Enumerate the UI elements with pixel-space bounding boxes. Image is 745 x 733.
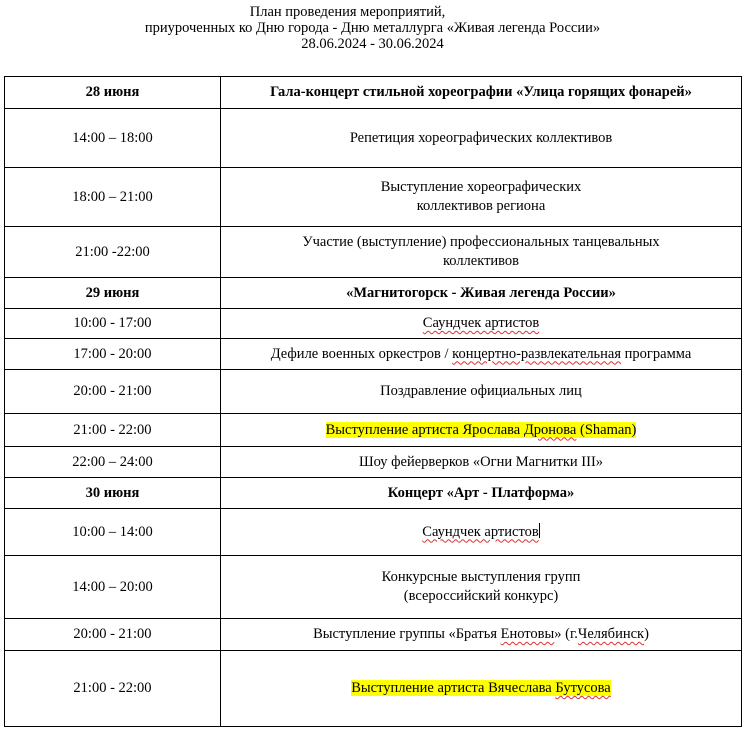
table-row — [5, 447, 742, 478]
event-text: Выступление артиста Вячеслава — [351, 680, 556, 696]
table-row — [5, 227, 742, 278]
table-row — [5, 619, 742, 651]
event-text-line: коллективов региона — [416, 198, 546, 214]
table-row — [5, 109, 742, 168]
event-text-flagged: Бутусова — [555, 680, 611, 696]
header-line-2: приуроченных ко Дню города - Дню металлурга «Живая легенда России» — [144, 20, 601, 36]
day-header-row — [5, 278, 742, 309]
event-cell: Поздравление официальных лиц — [221, 370, 742, 414]
event-text-line: коллективов — [442, 253, 520, 269]
event-cell — [221, 168, 742, 227]
table-row — [5, 370, 742, 414]
event-cell — [221, 227, 742, 278]
table-row — [5, 509, 742, 556]
header-line-3: 28.06.2024 - 30.06.2024 — [301, 36, 444, 52]
table-row — [5, 556, 742, 619]
event-text-flagged: Челябинск — [577, 626, 645, 642]
time-cell: 10:00 – 14:00 — [5, 509, 221, 556]
event-cell — [221, 414, 742, 447]
event-text-flagged: концертно-развлекательная — [452, 345, 622, 362]
document-header — [0, 4, 745, 52]
event-text: Выступление артиста Ярослава — [325, 421, 524, 438]
day-title: Гала-концерт стильной хореографии «Улица горящих фонарей» — [221, 77, 742, 109]
day-header-row — [5, 77, 742, 109]
event-text: ) — [644, 626, 649, 642]
event-text: Выступление группы «Братья — [313, 626, 501, 642]
event-cell: Шоу фейерверков «Огни Магнитки III» — [221, 447, 742, 478]
highlighted-event — [326, 422, 637, 438]
time-cell: 14:00 – 18:00 — [5, 109, 221, 168]
event-text: » (г. — [554, 626, 578, 642]
event-cell — [221, 309, 742, 339]
event-text-line: (всероссийский конкурс) — [403, 588, 559, 604]
table-row — [5, 414, 742, 447]
table-row — [5, 168, 742, 227]
table-row — [5, 339, 742, 370]
event-text: (Shaman) — [576, 421, 637, 438]
day-date: 30 июня — [5, 478, 221, 509]
event-cell — [221, 556, 742, 619]
time-cell: 14:00 – 20:00 — [5, 556, 221, 619]
time-cell: 22:00 – 24:00 — [5, 447, 221, 478]
event-text-line: Выступление хореографических — [380, 179, 582, 195]
day-title: «Магнитогорск - Живая легенда России» — [221, 278, 742, 309]
table-row — [5, 309, 742, 339]
day-title: Концерт «Арт - Платформа» — [221, 478, 742, 509]
time-cell: 21:00 - 22:00 — [5, 414, 221, 447]
time-cell: 20:00 - 21:00 — [5, 370, 221, 414]
time-cell: 17:00 - 20:00 — [5, 339, 221, 370]
event-text-flagged: Дронова — [523, 421, 577, 438]
event-text: Саундчек артистов — [422, 523, 539, 540]
schedule-table — [4, 76, 742, 727]
event-cell — [221, 651, 742, 727]
day-header-row — [5, 478, 742, 509]
event-cell: Репетиция хореографических коллективов — [221, 109, 742, 168]
text-cursor — [539, 523, 540, 538]
time-cell: 21:00 - 22:00 — [5, 651, 221, 727]
highlighted-event — [351, 680, 611, 696]
event-cell — [221, 339, 742, 370]
event-cell — [221, 619, 742, 651]
event-text: Дефиле военных оркестров / — [270, 345, 453, 362]
event-text: программа — [621, 345, 692, 362]
day-date: 28 июня — [5, 77, 221, 109]
event-text: Саундчек артистов — [422, 315, 540, 331]
time-cell: 20:00 - 21:00 — [5, 619, 221, 651]
event-text-line: Конкурсные выступления групп — [381, 569, 581, 585]
event-text-flagged: Енотовы — [500, 626, 555, 642]
header-line-1: План проведения мероприятий, — [249, 4, 446, 20]
event-cell — [221, 509, 742, 556]
time-cell: 10:00 - 17:00 — [5, 309, 221, 339]
time-cell: 18:00 – 21:00 — [5, 168, 221, 227]
day-date: 29 июня — [5, 278, 221, 309]
time-cell: 21:00 -22:00 — [5, 227, 221, 278]
table-row — [5, 651, 742, 727]
event-text-line: Участие (выступление) профессиональных танцевальных — [302, 234, 660, 250]
